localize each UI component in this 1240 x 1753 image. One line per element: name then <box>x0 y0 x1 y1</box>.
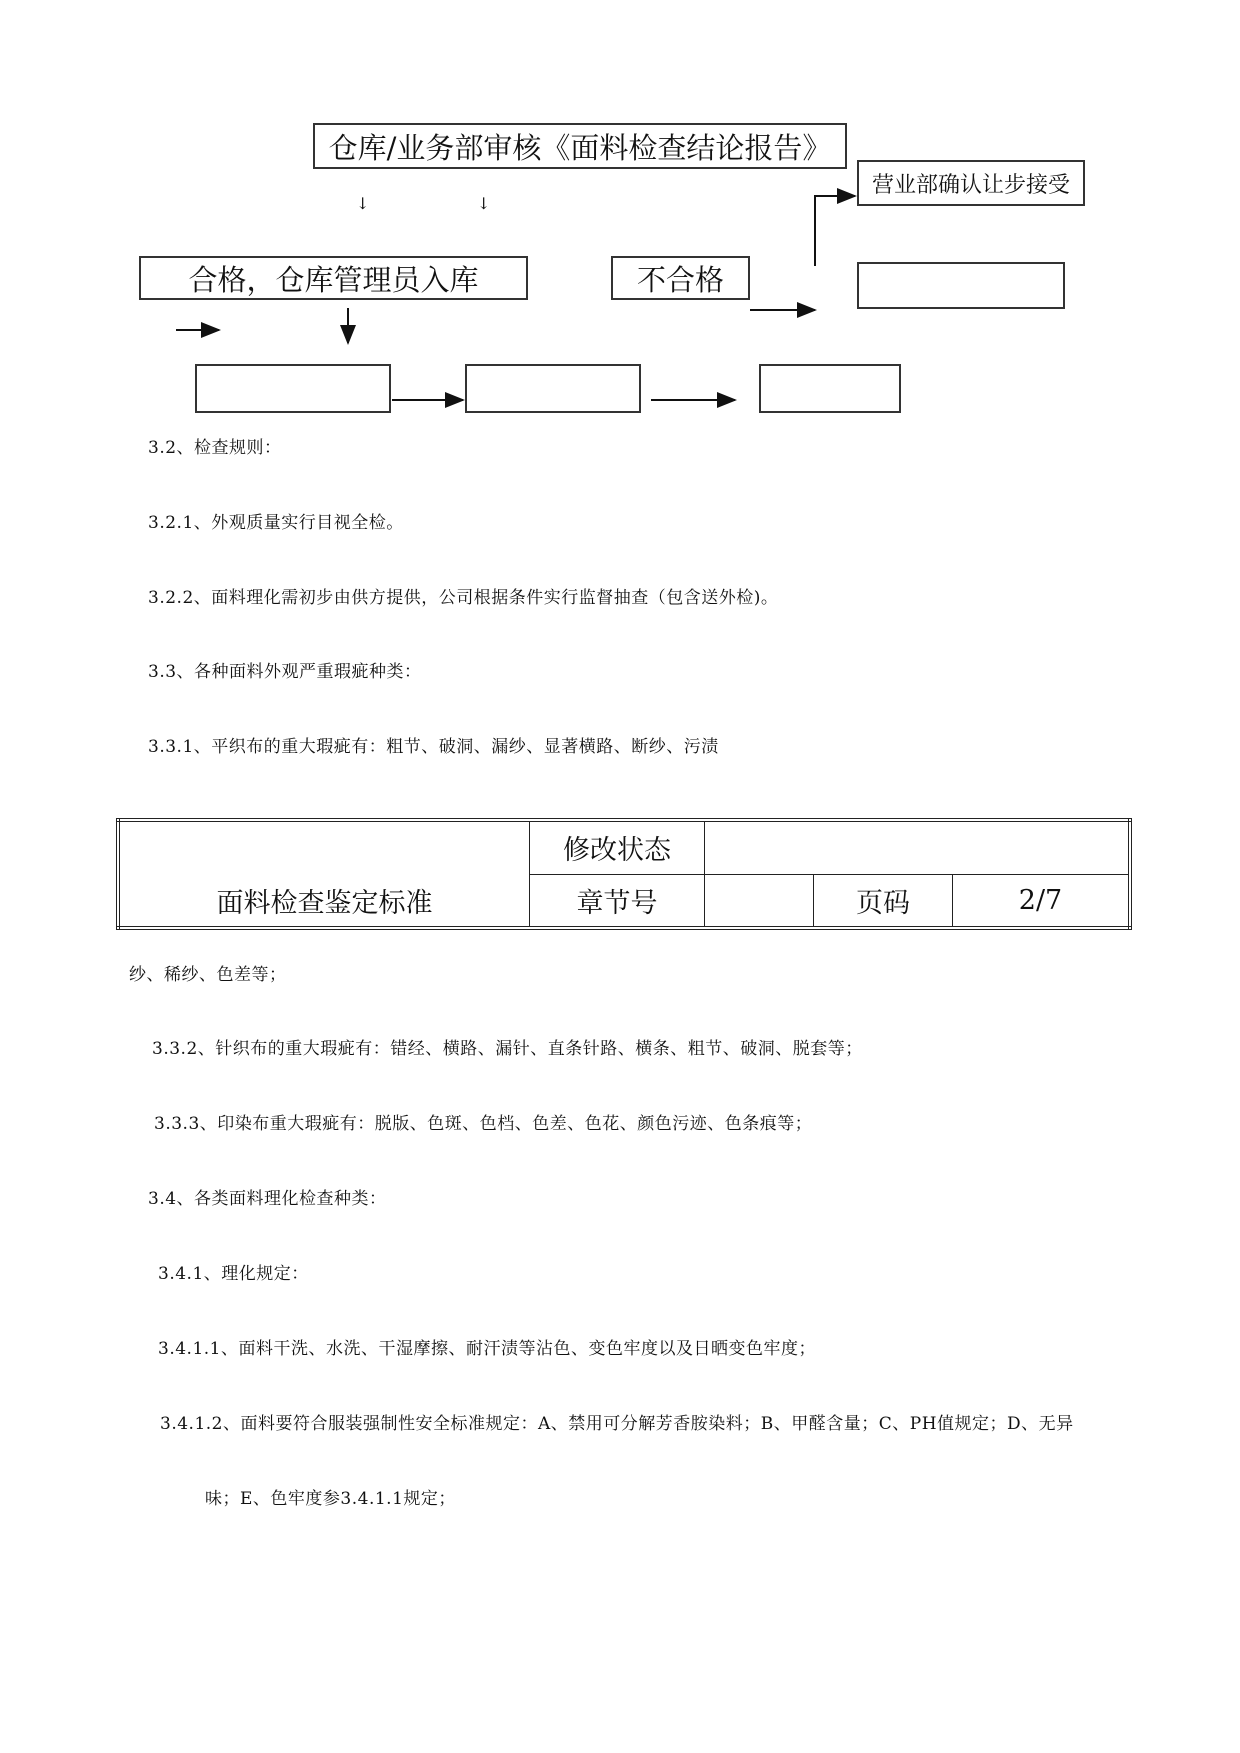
rule-3-3-1: 3.3.1、平织布的重大瑕疵有：粗节、破洞、漏纱、显著横路、断纱、污渍 <box>148 737 719 757</box>
concession-accept-box: 营业部确认让步接受 <box>857 160 1085 206</box>
rule-3-4-1: 3.4.1、理化规定： <box>158 1264 309 1284</box>
pass-warehouse-box: 合格，仓库管理员入库 <box>139 256 528 300</box>
rule-3-4-1-2: 3.4.1.2、面料要符合服装强制性安全标准规定：A、禁用可分解芳香胺染料；B、甲醛含量；C、PH值规定；D、无异 <box>160 1414 1074 1434</box>
chapter-label-cell <box>530 874 705 928</box>
continuation-line: 纱、稀纱、色差等； <box>129 965 287 985</box>
rule-3-3-3: 3.3.3、印染布重大瑕疵有：脱版、色斑、色档、色差、色花、颜色污迹、色条痕等； <box>154 1114 813 1134</box>
chapter-value-cell <box>705 874 814 928</box>
doc-title: 面料检查鉴定标准 <box>216 888 433 919</box>
revision-label-cell <box>530 820 705 874</box>
page-value: 2/7 <box>1018 884 1063 916</box>
chapter-label: 章节号 <box>576 887 658 919</box>
doc-title-cell <box>118 820 530 928</box>
page-value-cell <box>953 874 1131 928</box>
rule-3-4: 3.4、各类面料理化检查种类： <box>148 1189 387 1209</box>
rule-3-2-1: 3.2.1、外观质量实行目视全检。 <box>148 513 404 533</box>
rule-3-3-2: 3.3.2、针织布的重大瑕疵有：错经、横路、漏针、直条针路、横条、粗节、破洞、脱套等； <box>152 1039 863 1059</box>
rule-3-4-1-1: 3.4.1.1、面料干洗、水洗、干湿摩擦、耐汗渍等沾色、变色牢度以及日晒变色牢度； <box>158 1339 816 1359</box>
revision-label: 修改状态 <box>563 835 671 867</box>
down-arrow-icon: ↓ <box>356 194 370 213</box>
flow-connector-arrows <box>0 0 1240 460</box>
down-arrow-icon: ↓ <box>477 194 491 213</box>
rule-3-2: 3.2、检查规则： <box>148 438 282 458</box>
fail-box: 不合格 <box>611 256 750 300</box>
review-report-box: 仓库/业务部审核《面料检查结论报告》 <box>313 123 847 169</box>
rule-3-4-1-2-cont: 味；E、色牢度参3.4.1.1规定； <box>205 1489 456 1509</box>
arrow-to-accept <box>815 196 855 266</box>
revision-value-cell <box>705 820 1131 874</box>
page-label: 页码 <box>856 887 910 919</box>
document-header-table <box>116 818 1132 930</box>
rule-3-3: 3.3、各种面料外观严重瑕疵种类： <box>148 662 422 682</box>
page-label-cell <box>814 874 953 928</box>
rule-3-2-2: 3.2.2、面料理化需初步由供方提供，公司根据条件实行监督抽查（包含送外检)。 <box>148 588 779 608</box>
